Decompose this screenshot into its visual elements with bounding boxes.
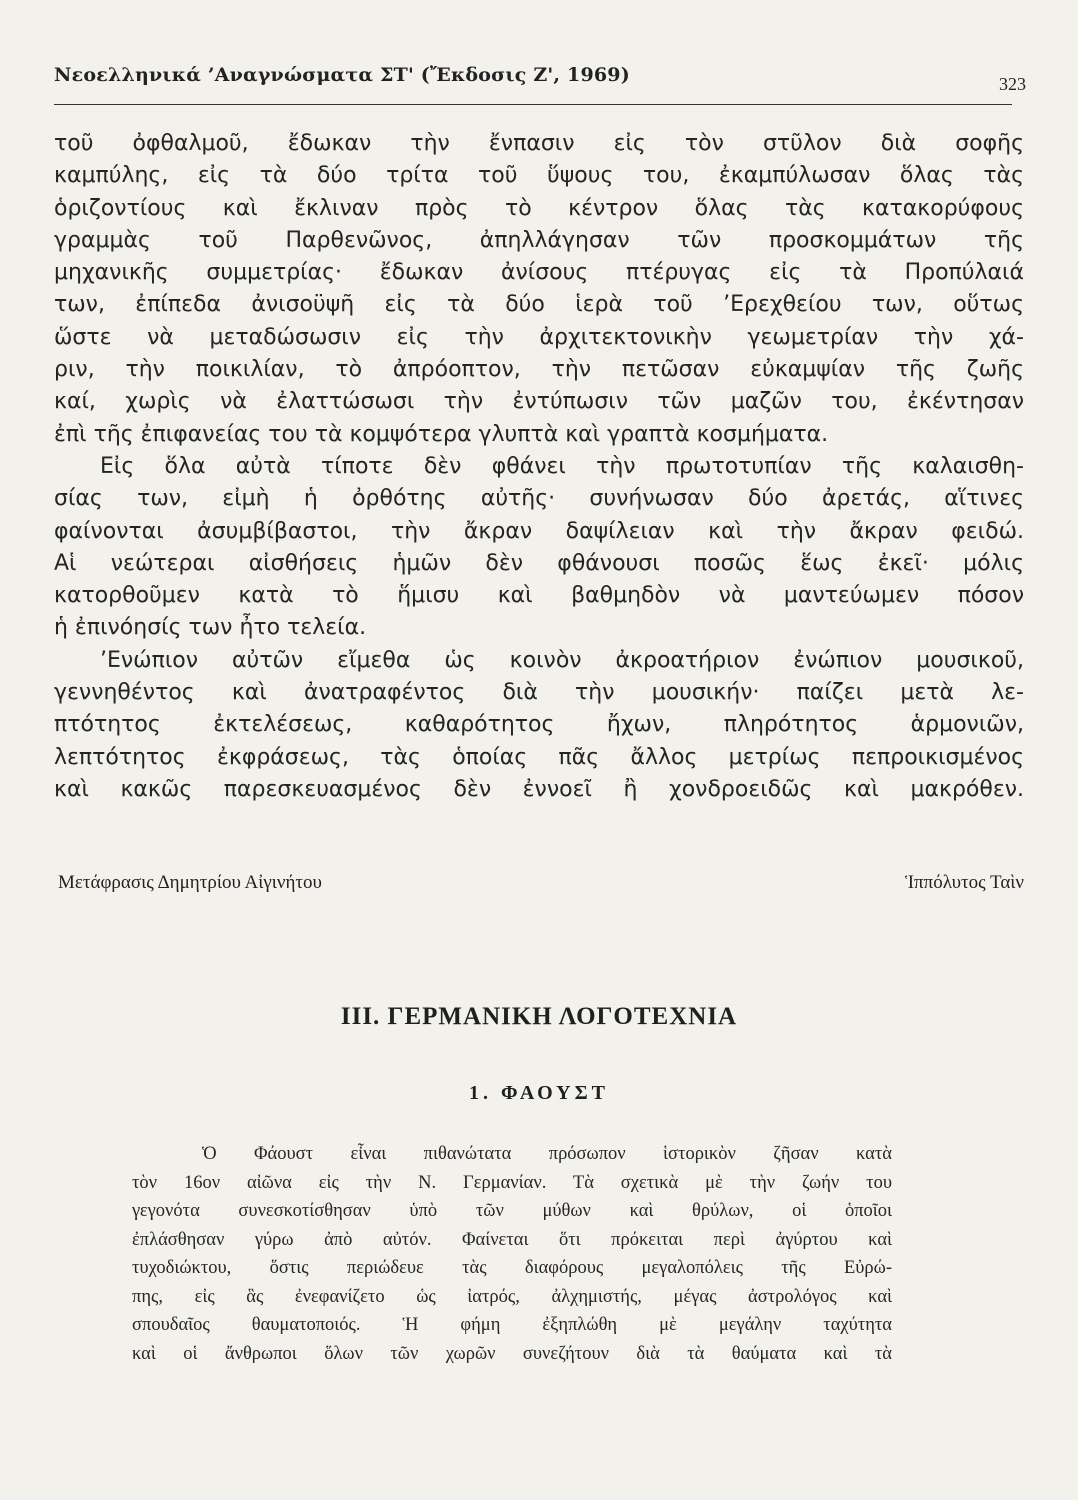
chapter-title: 1. ΦΑΟΥΣΤ	[468, 1082, 610, 1104]
intro-line: ἐπλάσθησαν γύρω ἀπὸ αὐτόν. Φαίνεται ὅτι πρόκειται περὶ ἀγύρτου καὶ	[132, 1229, 892, 1250]
intro-line: πης, εἰς ἃς ἐνεφανίζετο ὡς ἰατρός, ἀλχημιστής, μέγας ἀστρολόγος καὶ	[132, 1286, 892, 1307]
text-line: γραμμὰς τοῦ Παρθενῶνος, ἀπηλλάγησαν τῶν προσκομμάτων τῆς	[54, 227, 1024, 253]
text-line: ἐπὶ τῆς ἐπιφανείας του τὰ κομψότερα γλυπτὰ καὶ γραπτὰ κοσμήματα.	[54, 421, 829, 447]
text-line: σίας των, εἰμὴ ἡ ὀρθότης αὐτῆς· συνήνωσαν δύο ἀρετάς, αἵτινες	[54, 486, 1024, 512]
text-line: καμπύλης, εἰς τὰ δύο τρίτα τοῦ ὕψους του, ἐκαμπύλωσαν ὅλας τὰς	[54, 163, 1024, 189]
text-line: ὥστε νὰ μεταδώσωσιν εἰς τὴν ἀρχιτεκτονικὴν γεωμετρίαν τὴν χά-	[54, 324, 1024, 350]
intro-line: σπουδαῖος θαυματοποιός. Ἡ φήμη ἐξηπλώθη μὲ μεγάλην ταχύτητα	[132, 1315, 892, 1335]
text-line: τοῦ ὀφθαλμοῦ, ἔδωκαν τὴν ἔνπασιν εἰς τὸν στῦλον διὰ σοφῆς	[54, 131, 1024, 156]
translator-credit: Μετάφρασις Δημητρίου Αἰγινήτου	[58, 872, 322, 893]
text-line: ὁριζοντίους καὶ ἔκλιναν πρὸς τὸ κέντρον ὅλας τὰς κατακορύφους	[54, 195, 1024, 221]
text-line: Εἰς ὅλα αὐτὰ τίποτε δὲν φθάνει τὴν πρωτοτυπίαν τῆς καλαισθη-	[100, 453, 1024, 479]
intro-line: γεγονότα συνεσκοτίσθησαν ὑπὸ τῶν μύθων καὶ θρύλων, οἱ ὁποῖοι	[132, 1201, 892, 1221]
intro-line: Ὁ Φάουστ εἶναι πιθανώτατα πρόσωπον ἱστορικὸν ζῆσαν κατὰ	[202, 1144, 892, 1164]
intro-text	[132, 1140, 892, 1368]
running-title: Νεοελληνικά ’Αναγνώσματα ΣΤ' (Ἔκδοσις Ζ', 1969)	[54, 64, 630, 86]
text-line: μηχανικῆς συμμετρίας· ἔδωκαν ἀνίσους πτέρυγας εἰς τὰ Προπύλαιά	[54, 260, 1024, 286]
text-line: φαίνονται ἀσυμβίβαστοι, τὴν ἄκραν δαψίλειαν καὶ τὴν ἄκραν φειδώ.	[54, 518, 1024, 544]
text-line: ριν, τὴν ποικιλίαν, τὸ ἀπρόοπτον, τὴν πετῶσαν εὐκαμψίαν τῆς ζωῆς	[54, 357, 1024, 383]
section-title: III. ΓΕΡΜΑΝΙΚΗ ΛΟΓΟΤΕΧΝΙΑ	[340, 1003, 738, 1030]
text-line: Αἱ νεώτεραι αἰσθήσεις ἡμῶν δὲν φθάνουσι ποσῶς ἕως ἐκεῖ· μόλις	[54, 550, 1024, 576]
text-line: καί, χωρὶς νὰ ἐλαττώσωσι τὴν ἐντύπωσιν τῶν μαζῶν του, ἐκέντησαν	[54, 389, 1024, 415]
author-name: Ἱππόλυτος Ταὶν	[905, 872, 1024, 893]
page-number: 323	[999, 74, 1026, 94]
text-line: κατορθοῦμεν κατὰ τὸ ἥμισυ καὶ βαθμηδὸν νὰ μαντεύωμεν πόσον	[54, 583, 1024, 609]
text-line: πτότητος ἐκτελέσεως, καθαρότητος ἤχων, πληρότητος ἁρμονιῶν,	[54, 712, 1024, 738]
text-line: ’Ενώπιον αὐτῶν εἴμεθα ὡς κοινὸν ἀκροατήριον ἐνώπιον μουσικοῦ,	[100, 647, 1024, 673]
intro-line: τυχοδιώκτου, ὅστις περιώδευε τὰς διαφόρους μεγαλοπόλεις τῆς Εὐρώ-	[132, 1258, 892, 1278]
intro-line: καὶ οἱ ἄνθρωποι ὅλων τῶν χωρῶν συνεζήτουν διὰ τὰ θαύματα καὶ τὰ	[132, 1343, 892, 1364]
text-line: καὶ κακῶς παρεσκευασμένος δὲν ἐννοεῖ ἢ χονδροειδῶς καὶ μακρόθεν.	[54, 776, 1024, 802]
text-line: λεπτότητος ἐκφράσεως, τὰς ὁποίας πᾶς ἄλλος μετρίως πεπροικισμένος	[54, 744, 1024, 770]
intro-line: τὸν 16ον αἰῶνα εἰς τὴν Ν. Γερμανίαν. Τὰ σχετικὰ μὲ τὴν ζωήν του	[132, 1172, 892, 1193]
running-head	[54, 64, 1026, 98]
text-line: ἡ ἐπινόησίς των ἦτο τελεία.	[54, 615, 367, 641]
header-rule	[54, 104, 1012, 105]
attribution	[58, 872, 1024, 902]
text-line: γεννηθέντος καὶ ἀνατραφέντος διὰ τὴν μουσικήν· παίζει μετὰ λε-	[54, 680, 1024, 706]
main-text	[54, 128, 1024, 806]
text-line: των, ἐπίπεδα ἀνισοϋψῆ εἰς τὰ δύο ἱερὰ τοῦ ’Ερεχθείου των, οὕτως	[54, 292, 1024, 318]
